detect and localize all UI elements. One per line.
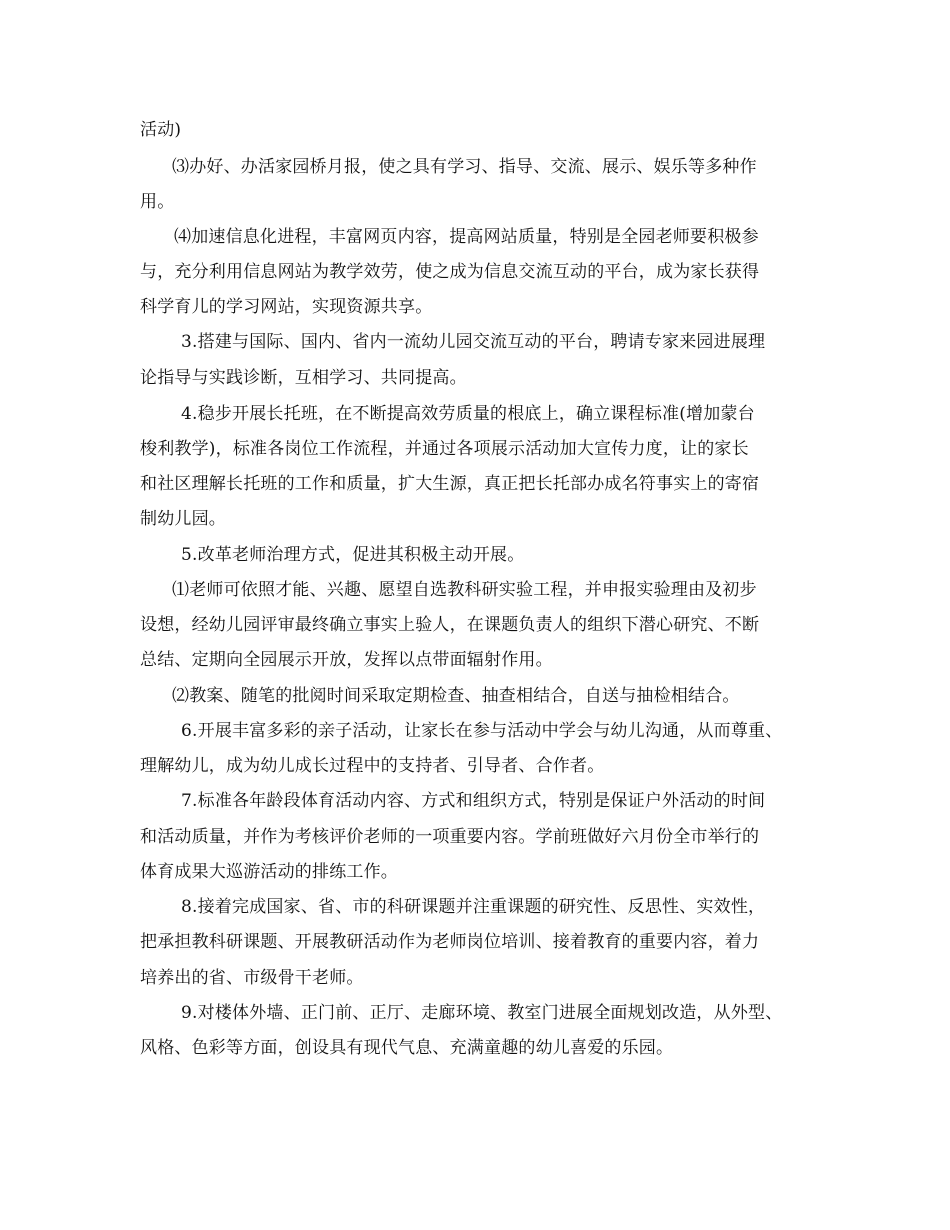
text-line: ⑶办好、办活家园桥月报，使之具有学习、指导、交流、展示、娱乐等多种作 (172, 157, 757, 177)
text-line: 3.搭建与国际、国内、省内一流幼儿园交流互动的平台，聘请专家来园进展理 (181, 332, 766, 352)
text-line: 用。 (140, 192, 175, 212)
text-line: 论指导与实践诊断，互相学习、共同提高。 (140, 368, 467, 388)
text-line: 9.对楼体外墙、正门前、正厅、走廊环境、教室门进展全面规划改造，从外型、 (181, 1003, 783, 1023)
text-line: 设想，经幼儿园评审最终确立事实上验人，在课题负责人的组织下潜心研究、不断 (140, 615, 760, 635)
text-line: ⑴老师可依照才能、兴趣、愿望自选教科研实验工程，并申报实验理由及初步 (172, 580, 757, 600)
text-line: ⑷加速信息化进程，丰富网页内容，提高网站质量，特别是全园老师要积极参 (174, 227, 759, 247)
text-line: 8.接着完成国家、省、市的科研课题并注重课题的研究性、反思性、实效性， (181, 897, 766, 917)
text-line: 体育成果大巡游活动的排练工作。 (140, 862, 398, 882)
text-line: 制幼儿园。 (140, 509, 226, 529)
text-line: 理解幼儿，成为幼儿成长过程中的支持者、引导者、合作者。 (140, 756, 605, 776)
text-line: 把承担教科研课题、开展教研活动作为老师岗位培训、接着教育的重要内容，着力 (140, 932, 760, 952)
text-line: 5.改革老师治理方式，促进其积极主动开展。 (181, 545, 525, 565)
text-line: 科学育儿的学习网站，实现资源共享。 (140, 297, 433, 317)
text-line: 活动) (140, 120, 182, 140)
text-line: 7.标准各年龄段体育活动内容、方式和组织方式，特别是保证户外活动的时间 (181, 791, 766, 811)
text-line: 培养出的省、市级骨干老师。 (140, 968, 364, 988)
text-line: 与，充分利用信息网站为教学效劳，使之成为信息交流互动的平台，成为家长获得 (140, 262, 760, 282)
text-line: 和社区理解长托班的工作和质量，扩大生源，真正把长托部办成名符事实上的寄宿 (140, 474, 760, 494)
text-line: 和活动质量，并作为考核评价老师的一项重要内容。学前班做好六月份全市举行的 (140, 827, 760, 847)
text-line: 风格、色彩等方面，创设具有现代气息、充满童趣的幼儿喜爱的乐园。 (140, 1038, 674, 1058)
text-line: ⑵教案、随笔的批阅时间采取定期检查、抽查相结合，自送与抽检相结合。 (172, 686, 740, 706)
text-line: 总结、定期向全园展示开放，发挥以点带面辐射作用。 (140, 650, 553, 670)
text-line: 梭利教学)，标准各岗位工作流程，并通过各项展示活动加大宣传力度，让的家长 (140, 439, 749, 459)
text-line: 6.开展丰富多彩的亲子活动，让家长在参与活动中学会与幼儿沟通，从而尊重、 (181, 721, 783, 741)
text-line: 4.稳步开展长托班，在不断提高效劳质量的根底上，确立课程标准(增加蒙台 (181, 404, 755, 424)
